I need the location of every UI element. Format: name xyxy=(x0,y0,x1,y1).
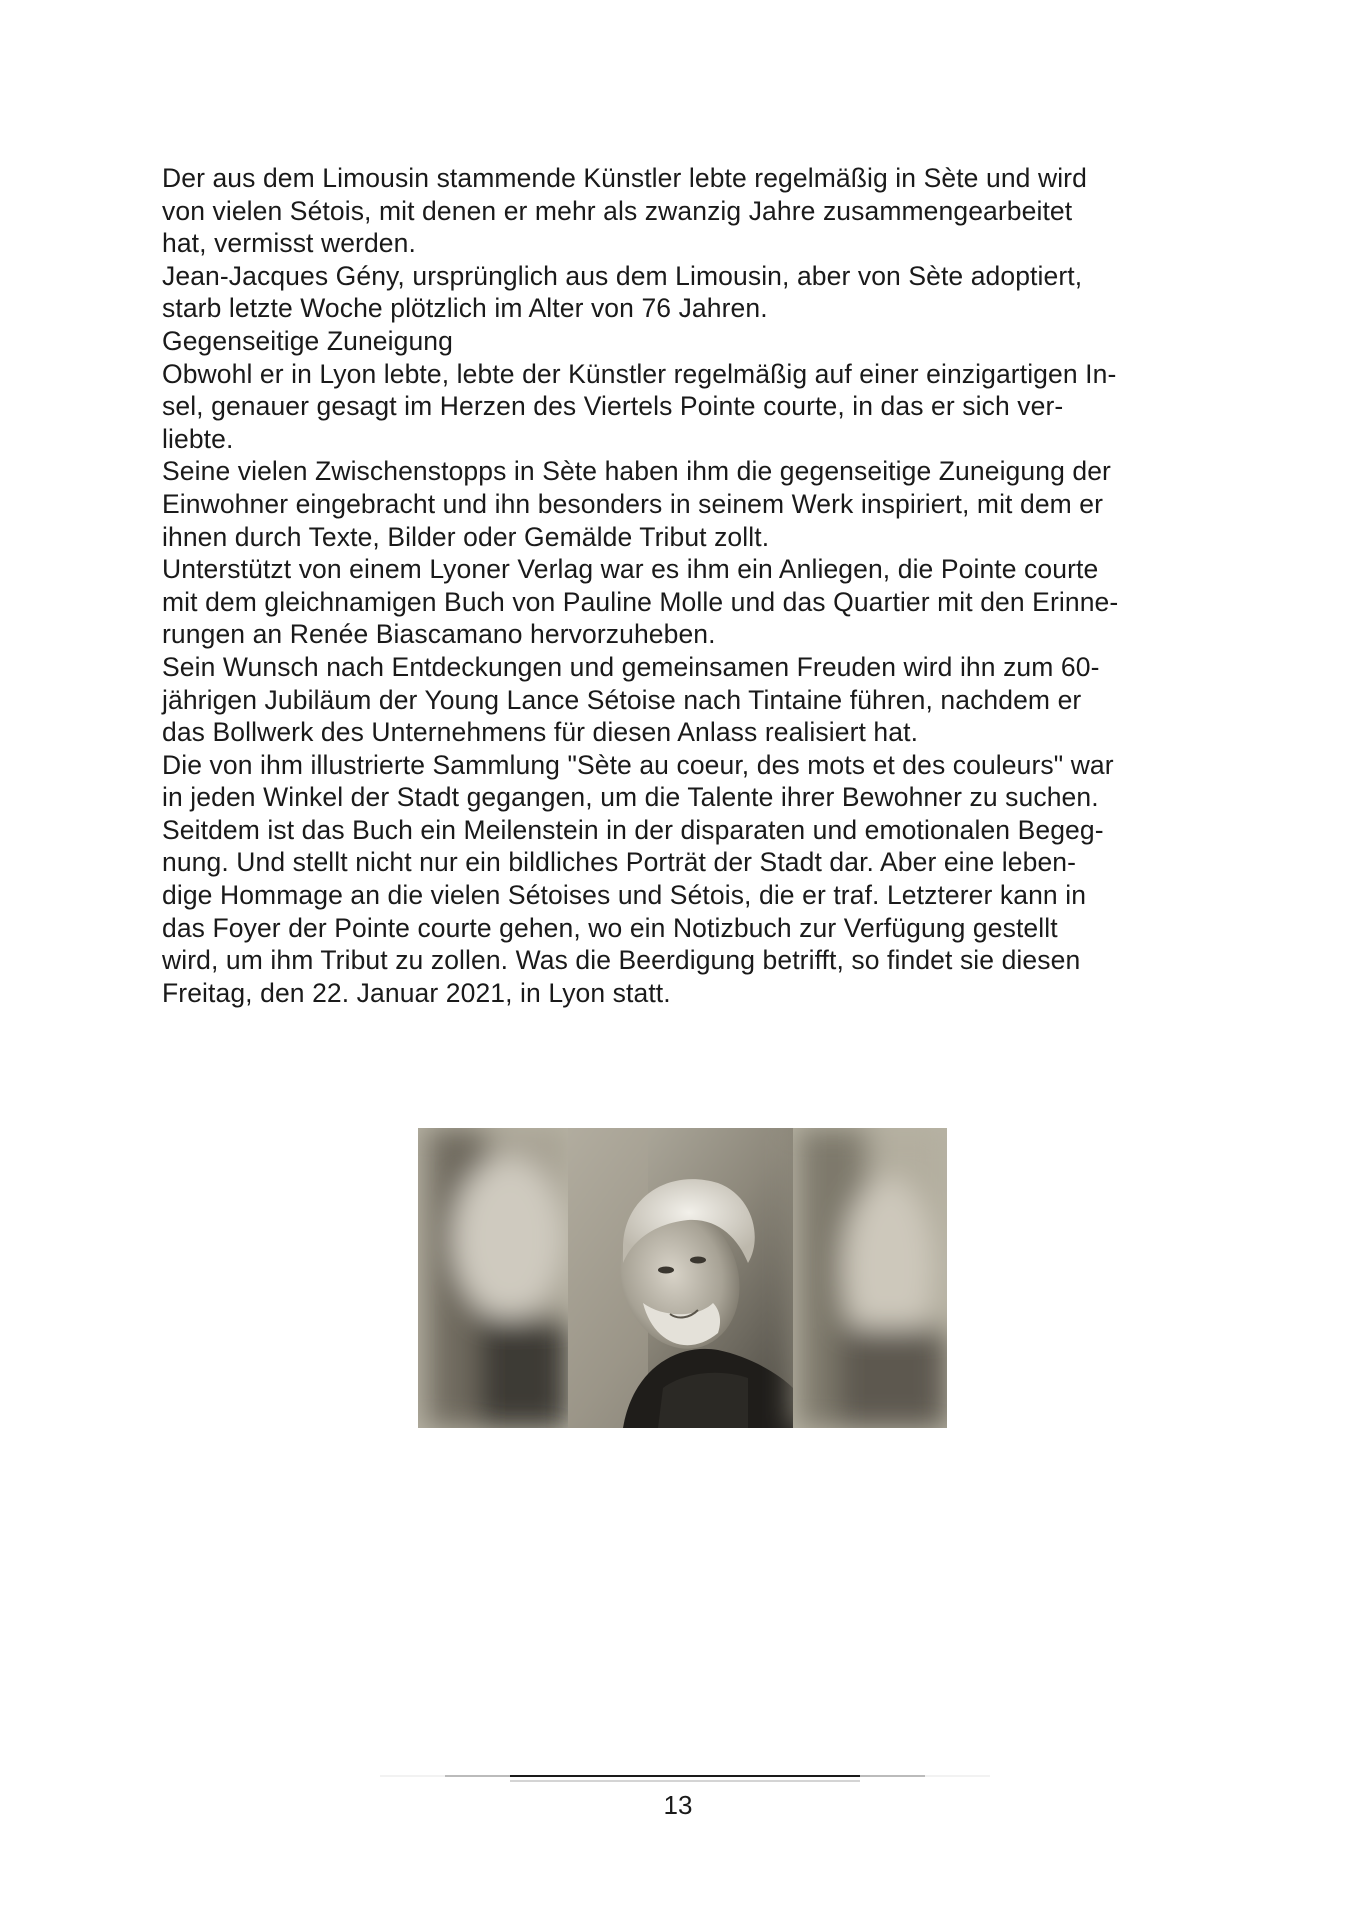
text-line: Seine vielen Zwischenstopps in Sète haben ihm die gegenseitige Zuneigung der xyxy=(162,456,1111,487)
text-line: in jeden Winkel der Stadt gegangen, um die Talente ihrer Bewohner zu suchen. xyxy=(162,782,1099,813)
article-body xyxy=(162,162,1202,1009)
text-line: liebte. xyxy=(162,423,234,454)
text-line: ihnen durch Texte, Bilder oder Gemälde Tribut zollt. xyxy=(162,521,770,552)
text-line: jährigen Jubiläum der Young Lance Sétoise nach Tintaine führen, nachdem er xyxy=(162,684,1082,715)
text-line: von vielen Sétois, mit denen er mehr als zwanzig Jahre zusammengearbeitet xyxy=(162,195,1073,226)
text-line: Obwohl er in Lyon lebte, lebte der Künstler regelmäßig auf einer einzigartigen In- xyxy=(162,358,1117,389)
text-line: Unterstützt von einem Lyoner Verlag war es ihm ein Anliegen, die Pointe courte xyxy=(162,554,1099,585)
text-line: Freitag, den 22. Januar 2021, in Lyon statt. xyxy=(162,977,671,1008)
text-line: hat, vermisst werden. xyxy=(162,228,416,259)
text-line: das Bollwerk des Unternehmens für diesen Anlass realisiert hat. xyxy=(162,717,919,748)
text-line: mit dem gleichnamigen Buch von Pauline Molle und das Quartier mit den Erinne- xyxy=(162,586,1119,617)
footer-rule xyxy=(0,1772,1356,1786)
text-line: Die von ihm illustrierte Sammlung "Sète au coeur, des mots et des couleurs" war xyxy=(162,749,1114,780)
portrait-photo xyxy=(418,1128,947,1428)
text-line: wird, um ihm Tribut zu zollen. Was die Beerdigung betrifft, so findet sie diesen xyxy=(162,945,1081,976)
text-line: Der aus dem Limousin stammende Künstler lebte regelmäßig in Sète und wird xyxy=(162,163,1087,193)
text-line: Seitdem ist das Buch ein Meilenstein in der disparaten und emotionalen Begeg- xyxy=(162,814,1104,845)
text-line: rungen an Renée Biascamano hervorzuheben. xyxy=(162,619,716,650)
text-line: nung. Und stellt nicht nur ein bildliches Porträt der Stadt dar. Aber eine leben- xyxy=(162,847,1077,878)
text-line: starb letzte Woche plötzlich im Alter von 76 Jahren. xyxy=(162,293,768,324)
text-line: das Foyer der Pointe courte gehen, wo ein Notizbuch zur Verfügung gestellt xyxy=(162,912,1058,943)
page-number: 13 xyxy=(663,1790,693,1820)
section-heading: Gegenseitige Zuneigung xyxy=(162,325,453,356)
text-line: Einwohner eingebracht und ihn besonders in seinem Werk inspiriert, mit dem er xyxy=(162,488,1104,519)
text-line: sel, genauer gesagt im Herzen des Viertels Pointe courte, in das er sich ver- xyxy=(162,391,1064,422)
text-line: Jean-Jacques Gény, ursprünglich aus dem Limousin, aber von Sète adoptiert, xyxy=(162,260,1083,291)
text-line: Sein Wunsch nach Entdeckungen und gemeinsamen Freuden wird ihn zum 60- xyxy=(162,651,1100,682)
text-line: dige Hommage an die vielen Sétoises und Sétois, die er traf. Letzterer kann in xyxy=(162,880,1087,911)
